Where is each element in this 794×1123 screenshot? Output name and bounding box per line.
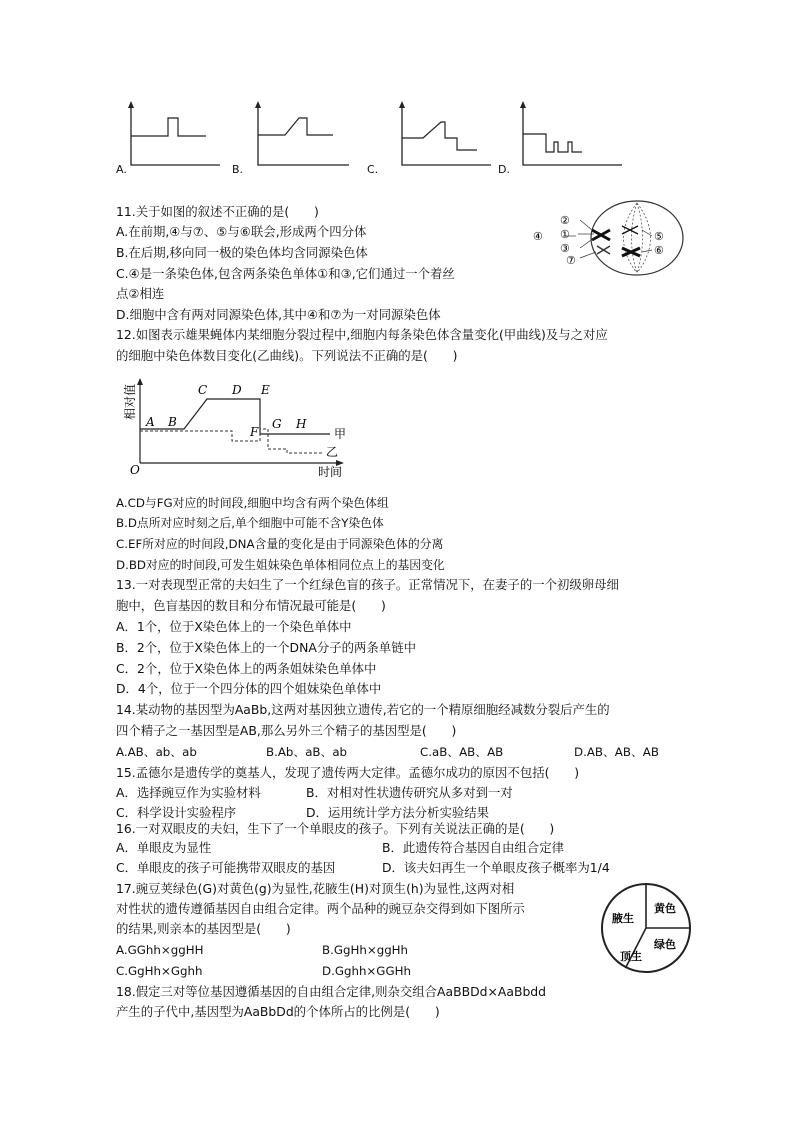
q17-pie-figure	[598, 880, 694, 976]
q14-stem-line1: 14.某动物的基因型为AaBb,这两对基因独立遗传,若它的一个精原细胞经减数分裂后产生的	[116, 702, 610, 717]
q16-stem: 16.一对双眼皮的夫妇，生下了一个单眼皮的孩子。下列有关说法正确的是( )	[116, 821, 555, 836]
q17-pie-label-terminal: 顶生	[620, 950, 642, 963]
q14-option-a: A.AB、ab、ab	[116, 745, 197, 759]
q10-label-a: A.	[116, 163, 127, 176]
q10-graph-b	[253, 100, 353, 170]
q17-option-a: A.GGhh×ggHH	[116, 943, 204, 957]
q14-option-d: D.AB、AB、AB	[574, 745, 659, 759]
q15-stem: 15.孟德尔是遗传学的奠基人，发现了遗传两大定律。孟德尔成功的原因不包括( )	[116, 765, 580, 780]
q12-point-d: D	[232, 383, 242, 397]
q11-fig-label-3: ③	[560, 242, 570, 255]
q17-stem-line2: 对性状的遗传遵循基因自由组合定律。两个品种的豌豆杂交得到如下图所示	[116, 901, 525, 916]
q12-point-a: A	[146, 415, 155, 429]
q13-option-c: C．2个，位于X染色体上的两条姐妹染色单体中	[116, 661, 377, 676]
q12-option-b: B.D点所对应时刻之后,单个细胞中可能不含Y染色体	[116, 516, 384, 530]
q12-point-e: E	[261, 383, 270, 397]
q16-option-c: C．单眼皮的孩子可能携带双眼皮的基因	[116, 860, 336, 875]
q12-stem-line2: 的细胞中染色体数目变化(乙曲线)。下列说法不正确的是( )	[116, 348, 458, 363]
q17-option-d: D.Gghh×GGHh	[322, 964, 411, 978]
q12-curve-figure	[122, 378, 362, 480]
q12-point-f: F	[250, 425, 259, 439]
q16-option-a: A．单眼皮为显性	[116, 840, 212, 855]
q10-label-c: C.	[367, 163, 379, 176]
q10-graph-c	[397, 100, 493, 170]
q16-option-d: D．该夫妇再生一个单眼皮孩子概率为1/4	[382, 860, 610, 875]
q16-option-b: B．此遗传符合基因自由组合定律	[382, 840, 564, 855]
q10-graph-d	[518, 100, 628, 170]
q11-option-c-cont: 点②相连	[116, 286, 165, 301]
q12-point-h: H	[296, 417, 307, 431]
q10-label-b: B.	[232, 163, 244, 176]
q10-label-d: D.	[498, 163, 510, 176]
q18-stem-line1: 18.假定三对等位基因遵循基因的自由组合定律,则杂交组合AaBBDd×AaBbdd	[116, 984, 547, 999]
q12-stem-line1: 12.如图表示雄果蝇体内某细胞分裂过程中,细胞内每条染色体含量变化(甲曲线)及与之对应	[116, 327, 608, 342]
q11-fig-label-4: ④	[533, 230, 543, 243]
q11-option-a: A.在前期,④与⑦、⑤与⑥联会,形成两个四分体	[116, 224, 367, 239]
q11-fig-label-1: ①	[560, 228, 570, 241]
q11-fig-label-5: ⑤	[654, 230, 664, 243]
q11-option-b: B.在后期,移向同一极的染色体均含同源染色体	[116, 245, 368, 260]
q11-stem: 11.关于如图的叙述不正确的是( )	[116, 204, 319, 219]
q12-xlabel: 时间	[318, 465, 343, 479]
q14-stem-line2: 四个精子之一基因型是AB,那么另外三个精子的基因型是( )	[116, 723, 457, 738]
q13-stem-line2: 胞中，色盲基因的数目和分布情况最可能是( )	[116, 598, 386, 613]
q17-stem-line3: 的结果,则亲本的基因型是( )	[116, 921, 291, 936]
q15-option-c: C．科学设计实验程序	[116, 805, 237, 820]
q12-option-d: D.BD对应的时间段,可发生姐妹染色单体相同位点上的基因变化	[116, 558, 445, 572]
q11-fig-label-2: ②	[560, 214, 570, 227]
q12-point-g: G	[272, 417, 282, 431]
q13-option-b: B．2个，位于X染色体上的一个DNA分子的两条单链中	[116, 640, 416, 655]
q13-option-a: A．1个，位于X染色体上的一个染色单体中	[116, 619, 352, 634]
q15-option-b: B．对相对性状遗传研究从多对到一对	[306, 785, 513, 800]
q18-stem-line2: 产生的子代中,基因型为AaBbDd的个体所占的比例是( )	[116, 1004, 440, 1019]
q10-graph-a	[126, 100, 222, 170]
q12-option-c: C.EF所对应的时间段,DNA含量的变化是由于同源染色体的分离	[116, 537, 444, 551]
q15-option-d: D．运用统计学方法分析实验结果	[306, 805, 490, 820]
q14-option-c: C.aB、AB、AB	[420, 745, 504, 759]
q12-origin: O	[130, 463, 140, 477]
q15-option-a: A．选择豌豆作为实验材料	[116, 785, 261, 800]
q17-stem-line1: 17.豌豆荚绿色(G)对黄色(g)为显性,花腋生(H)对顶生(h)为显性,这两对相	[116, 881, 515, 896]
q13-stem-line1: 13.一对表现型正常的夫妇生了一个红绿色盲的孩子。正常情况下，在妻子的一个初级卵母细	[116, 577, 619, 592]
q12-option-a: A.CD与FG对应的时间段,细胞中均含有两个染色体组	[116, 496, 389, 510]
q14-option-b: B.Ab、aB、ab	[266, 745, 348, 759]
q17-pie-label-axil: 腋生	[612, 912, 634, 925]
q11-fig-label-6: ⑥	[654, 244, 664, 257]
q11-option-d: D.细胞中含有两对同源染色体,其中④和⑦为一对同源染色体	[116, 307, 441, 322]
q12-ylabel: 相对值	[123, 383, 137, 420]
q17-pie-label-green: 绿色	[654, 938, 676, 951]
q17-option-c: C.GgHh×Gghh	[116, 964, 203, 978]
q12-point-b: B	[168, 415, 177, 429]
q12-point-c: C	[198, 383, 208, 397]
q13-option-d: D．4个，位于一个四分体的四个姐妹染色单体中	[116, 681, 382, 696]
q17-option-b: B.GgHh×ggHh	[322, 943, 409, 957]
q12-curve-yi: 乙	[326, 445, 339, 459]
q12-curve-jia: 甲	[334, 427, 347, 441]
q11-cell-figure	[530, 200, 690, 282]
q17-pie-label-yellow: 黄色	[654, 902, 676, 915]
q11-fig-label-7: ⑦	[566, 254, 576, 267]
q11-option-c: C.④是一条染色体,包含两条染色单体①和③,它们通过一个着丝	[116, 266, 455, 281]
